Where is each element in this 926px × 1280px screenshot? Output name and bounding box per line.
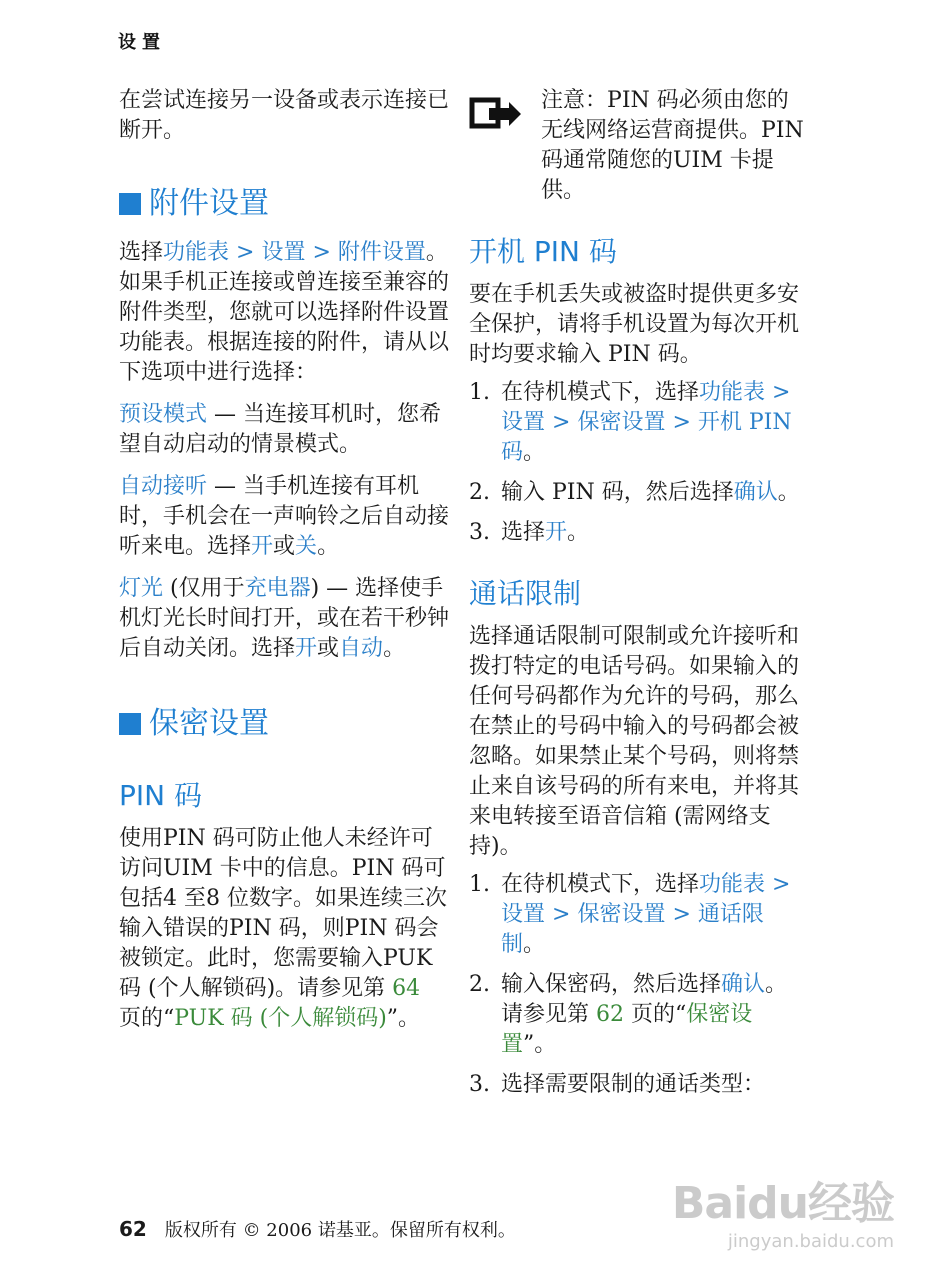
off-link: 关 (295, 534, 318, 559)
call-restriction-link: 通话限制 (501, 902, 764, 957)
note-text (541, 86, 804, 206)
text: 。请参见第 (501, 972, 788, 1027)
menu-link: 功能表 (699, 380, 766, 405)
call-restriction-heading: 通话限制 (469, 577, 582, 610)
heading-text: 保密设置 (149, 706, 269, 741)
step-number: 3. (469, 1072, 490, 1097)
settings-link: 设置 (261, 240, 306, 265)
security-settings-link: 保密设置 (577, 410, 666, 435)
menu-link: 功能表 (163, 240, 230, 265)
intro-paragraph: 在尝试连接另一设备或表示连接已断开。 (119, 88, 450, 143)
call-restriction-paragraph: 选择通话限制可限制或允许接听和拨打特定的电话号码。如果输入的任何号码都作为允许的号码，那么在禁止的号码中输入的号码都会被忽略。如果禁止某个号码，则将禁止来自该号码的所有来电，并将其来电转接至语音信箱 (需网络支持)。 (469, 624, 800, 859)
puk-xref-link: PUK 码 (个人解锁码) (174, 1006, 387, 1031)
option-lights (119, 574, 449, 664)
menu-link: 功能表 (699, 872, 766, 897)
text: 在待机模式下，选择 (501, 380, 700, 405)
text: 或 (317, 636, 340, 661)
on-link: 开 (251, 534, 274, 559)
option-name: 自动接听 (119, 474, 208, 499)
text: 选择 (119, 240, 164, 265)
separator: > (545, 902, 578, 927)
list-item (469, 970, 804, 1060)
watermark-logo: Baidu经验 (671, 1178, 894, 1229)
pin-code-heading: PIN 码 (119, 779, 202, 812)
heading-square-icon (119, 193, 141, 215)
settings-link: 设置 (501, 410, 546, 435)
separator: > (665, 410, 698, 435)
separator: > (765, 380, 791, 405)
settings-link: 设置 (501, 902, 546, 927)
heading-square-icon (119, 713, 141, 735)
text: ”。 (386, 1006, 421, 1031)
separator: > (305, 240, 338, 265)
step-text (501, 378, 804, 468)
step-text (501, 970, 804, 1060)
note-hand-icon (469, 86, 525, 206)
text: 输入保密码，然后选择 (501, 972, 722, 997)
confirm-link: 确认 (733, 480, 778, 505)
step-number: 3. (469, 520, 490, 545)
separator: > (545, 410, 578, 435)
list-item (469, 1070, 804, 1100)
note-label: 注意： (541, 88, 608, 113)
text: ”。 (523, 1032, 557, 1057)
accessory-paragraph (119, 238, 449, 388)
confirm-link: 确认 (721, 972, 766, 997)
security-settings-link: 保密设置 (577, 902, 666, 927)
text: 。 (777, 480, 800, 505)
separator: > (765, 872, 791, 897)
note-body: PIN 码必须由您的无线网络运营商提供。PIN 码通常随您的UIM 卡提供。 (541, 88, 804, 203)
separator: > (665, 902, 698, 927)
auto-link: 自动 (339, 636, 384, 661)
list-item (469, 478, 804, 508)
accessory-settings-heading (119, 184, 449, 224)
option-name: 预设模式 (119, 402, 208, 427)
step-number: 1. (469, 872, 490, 897)
text: 。 (523, 932, 546, 957)
copyright-text: 版权所有 © 2006 诺基亚。保留所有权利。 (164, 1220, 516, 1241)
note-box (469, 86, 804, 206)
option-text: ) — 选择使手机灯光长时间打开，或在若干秒钟后自动关闭。选择 (119, 576, 450, 661)
list-item (469, 518, 804, 548)
left-column (119, 86, 449, 1034)
page-ref: 64 (392, 976, 421, 1001)
text: (仅用于 (163, 576, 245, 601)
right-column (469, 86, 804, 1110)
option-name: 灯光 (119, 576, 164, 601)
startup-pin-heading: 开机 PIN 码 (469, 235, 617, 268)
security-settings-xref: 保密设置 (501, 1002, 753, 1057)
text: 页的“ (119, 1006, 175, 1031)
step-text (501, 518, 589, 548)
option-text: — 当连接耳机时，您希望自动启动的情景模式。 (119, 402, 442, 457)
security-settings-heading (119, 704, 449, 744)
running-header: 设置 (118, 32, 166, 53)
step-number: 2. (469, 480, 490, 505)
watermark-url: jingyan.baidu.com (727, 1231, 894, 1252)
call-restriction-steps (469, 870, 804, 1100)
option-default-profile (119, 400, 449, 460)
text: 页的“ (624, 1002, 687, 1027)
text: 。 (567, 520, 590, 545)
startup-pin-paragraph: 要在手机丢失或被盗时提供更多安全保护，请将手机设置为每次开机时均要求输入 PIN 码。 (469, 282, 800, 367)
page-number: 62 (119, 1217, 147, 1241)
text: 选择 (501, 520, 546, 545)
on-link: 开 (545, 520, 568, 545)
text: 在待机模式下，选择 (501, 872, 700, 897)
step-text (501, 478, 800, 508)
pin-paragraph (119, 824, 449, 1034)
page-footer (119, 1216, 516, 1242)
option-auto-answer (119, 472, 449, 562)
text: 。 (523, 440, 546, 465)
heading-text: 附件设置 (149, 186, 269, 221)
text: 。 (317, 534, 340, 559)
step-text: 选择需要限制的通话类型： (501, 1072, 766, 1097)
step-number: 1. (469, 380, 490, 405)
option-text: — 当手机连接有耳机时，手机会在一声响铃之后自动接听来电。选择 (119, 474, 450, 559)
text: 。 (383, 636, 406, 661)
on-link: 开 (295, 636, 318, 661)
step-text (501, 870, 804, 960)
charger-link: 充电器 (244, 576, 311, 601)
accessory-settings-link: 附件设置 (337, 240, 426, 265)
baidu-watermark (672, 1167, 894, 1252)
list-item (469, 378, 804, 468)
page-ref: 62 (596, 1002, 624, 1027)
text: 或 (273, 534, 296, 559)
text: 输入 PIN 码，然后选择 (501, 480, 734, 505)
startup-pin-link: 开机 PIN码 (501, 410, 792, 465)
text: 。如果手机正连接或曾连接至兼容的附件类型，您就可以选择附件设置功能表。根据连接的附件，请从以下选项中进行选择： (119, 240, 450, 385)
step-number: 2. (469, 972, 490, 997)
text: 使用PIN 码可防止他人未经许可访问UIM 卡中的信息。PIN 码可包括4 至8 位数字。如果连续三次输入错误的PIN 码，则PIN 码会被锁定。此时，您需要输入PUK 码 (个人解锁码)。请参见第 (119, 826, 447, 1001)
startup-pin-steps (469, 378, 804, 548)
list-item (469, 870, 804, 960)
separator: > (229, 240, 262, 265)
